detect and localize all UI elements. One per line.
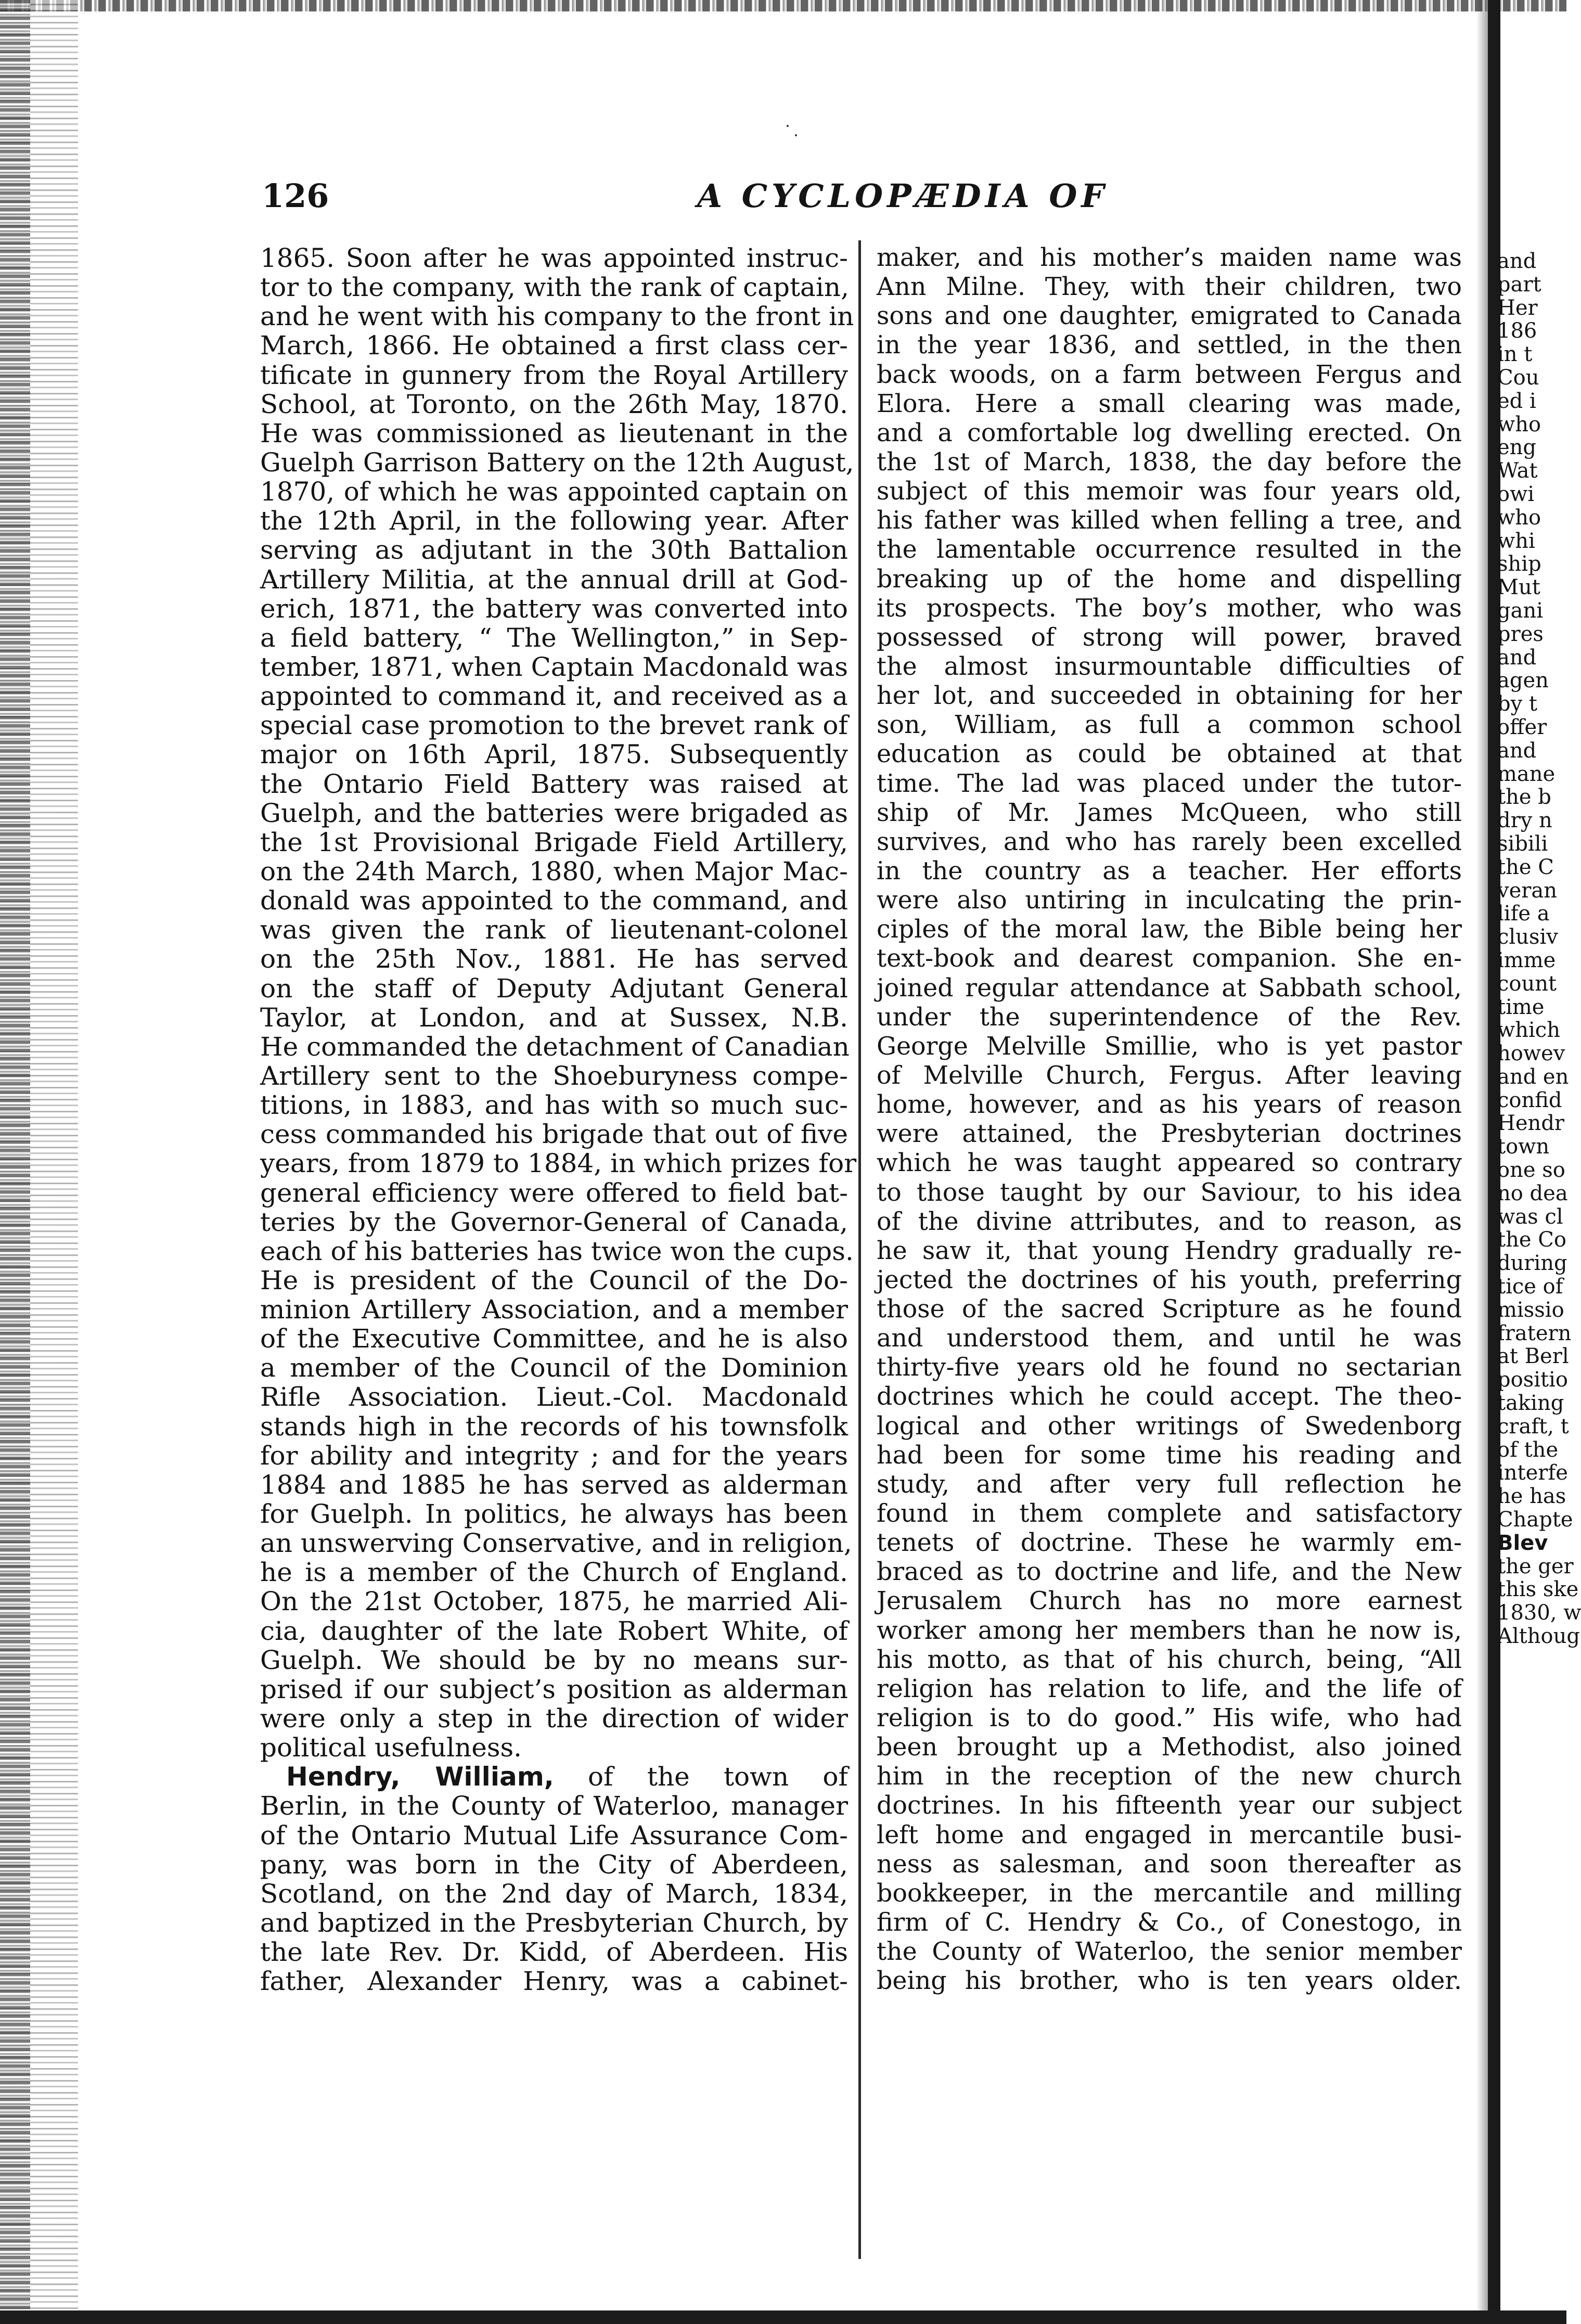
text-fragment: of the [1497, 1437, 1559, 1462]
text-fragment: ed i [1497, 389, 1536, 413]
text-fragment: Wat [1497, 459, 1538, 483]
text-line: cia, daughter of the late Robert White, of [260, 1615, 848, 1646]
text-line: School, at Toronto, on the 26th May, 1870. [260, 389, 848, 419]
text-line: a member of the Council of the Dominion [260, 1353, 848, 1383]
text-fragment: fratern [1497, 1321, 1572, 1345]
text-line: of Melville Church, Fergus. After leaving [877, 1061, 1462, 1090]
text-line: the lamentable occurrence resulted in the [877, 535, 1462, 564]
text-fragment: positio [1497, 1368, 1568, 1392]
text-fragment: 1830, w [1497, 1601, 1581, 1625]
text-line: those of the sacred Scripture as he found [877, 1295, 1462, 1324]
text-line: 1865. Soon after he was appointed instruc- [260, 243, 848, 273]
text-line: the Ontario Field Battery was raised at [260, 768, 848, 799]
text-line: and baptized in the Presbyterian Church, by [260, 1908, 848, 1938]
text-line: back woods, on a farm between Fergus and [877, 360, 1462, 389]
text-line: each of his batteries has twice won the cups. [260, 1236, 854, 1266]
text-line: religion is to do good.” His wife, who had [877, 1704, 1462, 1733]
text-line: He is president of the Council of the Do- [260, 1265, 848, 1295]
text-line: been brought up a Methodist, also joined [877, 1733, 1462, 1762]
text-line: firm of C. Hendry & Co., of Conestogo, in [877, 1908, 1462, 1937]
text-line: erich, 1871, the battery was converted into [260, 593, 848, 624]
text-fragment: mane [1497, 762, 1556, 786]
entry-name: Hendry, William, [286, 1762, 554, 1792]
text-line: the late Rev. Dr. Kidd, of Aberdeen. His [260, 1937, 848, 1968]
text-line: on the staff of Deputy Adjutant General [260, 973, 848, 1004]
text-line: he is a member of the Church of England. [260, 1557, 848, 1588]
text-line: maker, and his mother’s maiden name was [877, 243, 1462, 272]
text-line: thirty-five years old he found no sectarian [877, 1353, 1462, 1382]
text-line: of the divine attributes, and to reason, as [877, 1207, 1462, 1236]
text-line: of the Executive Committee, and he is also [260, 1324, 848, 1354]
text-line: Ann Milne. They, with their children, two [877, 273, 1462, 302]
text-line: Guelph, and the batteries were brigaded as [260, 798, 848, 828]
text-line: and understood them, and until he was [877, 1324, 1462, 1353]
text-fragment: by t [1497, 692, 1537, 716]
text-line: the almost insurmountable difficulties of [877, 652, 1462, 681]
column-rule [858, 240, 861, 2259]
text-line: survives, and who has rarely been excelled [877, 827, 1462, 856]
text-line: teries by the Governor-General of Canada, [260, 1206, 848, 1237]
text-fragment: missio [1497, 1298, 1564, 1322]
text-line: logical and other writings of Swedenborg [877, 1411, 1462, 1441]
text-fragment: gani [1497, 598, 1544, 623]
text-fragment: interfe [1497, 1461, 1568, 1485]
text-line: appointed to command it, and received as a [260, 681, 848, 712]
text-fragment: taking [1497, 1391, 1564, 1416]
text-fragment: the C [1497, 855, 1554, 879]
text-line: 1870, of which he was appointed captain on [260, 477, 848, 507]
text-line: was given the rank of lieutenant-colonel [260, 915, 848, 945]
text-line: tificate in gunnery from the Royal Artillery [260, 359, 848, 390]
text-line: left home and engaged in mercantile busi- [877, 1820, 1462, 1850]
text-line: were attained, the Presbyterian doctrines [877, 1120, 1462, 1149]
text-column-clipped [1497, 249, 1581, 2138]
text-line: son, William, as full a common school [877, 711, 1462, 740]
text-line: George Melville Smillie, who is yet pastor [877, 1032, 1462, 1061]
text-fragment: one so [1497, 1158, 1565, 1183]
text-fragment: craft, t [1497, 1414, 1569, 1439]
text-line: tor to the company, with the rank of captain, [260, 272, 849, 303]
text-fragment: and [1497, 738, 1537, 763]
text-line: him in the reception of the new church [877, 1762, 1462, 1791]
entry-first-line-rest: of the town of [554, 1762, 848, 1792]
text-line: stands high in the records of his townsfolk [260, 1411, 848, 1442]
text-fragment: dry n [1497, 808, 1552, 833]
text-fragment: in t [1497, 342, 1533, 367]
text-fragment: Blev [1497, 1531, 1548, 1555]
text-fragment: sibili [1497, 831, 1548, 856]
text-line: his motto, as that of his church, being, “All [877, 1645, 1462, 1674]
text-line: joined regular attendance at Sabbath school, [877, 973, 1462, 1003]
text-line: on the 25th Nov., 1881. He has served [260, 944, 848, 974]
text-line: political usefulness. [260, 1732, 522, 1763]
text-fragment: who [1497, 505, 1541, 530]
text-line: time. The lad was placed under the tutor- [877, 769, 1462, 798]
text-line: general efficiency were offered to field bat- [260, 1177, 848, 1208]
text-line: special case promotion to the brevet rank of [260, 710, 848, 741]
text-line: education as could be obtained at that [877, 740, 1462, 769]
text-fragment: part [1497, 272, 1541, 297]
text-line: jected the doctrines of his youth, preferring [877, 1265, 1462, 1294]
text-line: breaking up of the home and dispelling [877, 564, 1462, 594]
scan-left-margin-edge [0, 0, 30, 2324]
text-fragment: eng [1497, 435, 1537, 460]
text-line: and he went with his company to the front in [260, 301, 854, 332]
text-line: pany, was born in the City of Aberdeen, [260, 1849, 848, 1880]
text-line: braced as to doctrine and life, and the New [877, 1558, 1462, 1587]
text-line: doctrines which he could accept. The theo- [877, 1382, 1462, 1411]
text-fragment: at Berl [1497, 1344, 1569, 1369]
text-line: of the Ontario Mutual Life Assurance Com- [260, 1820, 848, 1851]
text-fragment: offer [1497, 715, 1547, 739]
text-line: titions, in 1883, and has with so much suc- [260, 1090, 848, 1121]
text-fragment: count [1497, 971, 1557, 996]
page-fold-shadow [1476, 0, 1488, 2324]
text-fragment: which [1497, 1018, 1560, 1043]
text-fragment: veran [1497, 878, 1557, 903]
text-line: Taylor, at London, and at Sussex, N.B. [260, 1002, 848, 1033]
text-fragment: whi [1497, 529, 1535, 553]
text-line: and a comfortable log dwelling erected. On [877, 418, 1462, 447]
text-line: father, Alexander Henry, was a cabinet- [260, 1966, 848, 1997]
text-fragment: Hendr [1497, 1111, 1565, 1136]
text-fragment: was cl [1497, 1204, 1563, 1229]
text-fragment: the Co [1497, 1228, 1566, 1252]
text-line: donald was appointed to the command, and [260, 885, 848, 916]
scan-speck [795, 134, 797, 136]
text-fragment: Cou [1497, 365, 1539, 390]
text-line: Berlin, in the County of Waterloo, manager [260, 1791, 848, 1821]
text-line: serving as adjutant in the 30th Battalion [260, 535, 848, 566]
text-line: the 12th April, in the following year. After [260, 506, 848, 536]
text-line: found in them complete and satisfactory [877, 1499, 1462, 1529]
text-line: He commanded the detachment of Canadian [260, 1031, 850, 1062]
text-fragment: tice of [1497, 1275, 1563, 1299]
text-line: major on 16th April, 1875. Subsequently [260, 739, 848, 770]
text-line: study, and after very full reflection he [877, 1470, 1462, 1499]
running-head: A CYCLOPÆDIA OF [697, 177, 1109, 215]
text-line: in the country as a teacher. Her efforts [877, 856, 1462, 885]
text-line: had been for some time his reading and [877, 1441, 1462, 1470]
scan-speck [787, 125, 789, 127]
text-line: tember, 1871, when Captain Macdonald was [260, 651, 848, 682]
text-line: Elora. Here a small clearing was made, [877, 389, 1462, 418]
text-fragment: time [1497, 995, 1545, 1019]
text-line: he saw it, that young Hendry gradually re- [877, 1236, 1462, 1265]
text-line: He was commissioned as lieutenant in the [260, 418, 848, 448]
text-fragment: and [1497, 645, 1537, 670]
text-line: subject of this memoir was four years old, [877, 477, 1462, 506]
text-fragment: during [1497, 1251, 1567, 1276]
text-line: for ability and integrity ; and for the years [260, 1440, 848, 1471]
text-line: Jerusalem Church has no more earnest [877, 1587, 1462, 1616]
text-line: ciples of the moral law, the Bible being her [877, 915, 1462, 944]
text-line: religion has relation to life, and the life of [877, 1674, 1462, 1703]
text-line: a field battery, “ The Wellington,” in Sep- [260, 622, 848, 653]
text-line: On the 21st October, 1875, he married Ali- [260, 1586, 848, 1617]
text-line: possessed of strong will power, braved [877, 623, 1462, 652]
text-fragment: Chapte [1497, 1508, 1573, 1532]
text-line: being his brother, who is ten years older. [877, 1967, 1462, 1996]
entry-heading-line [260, 1762, 848, 1791]
text-fragment: town [1497, 1135, 1550, 1159]
text-fragment: 186 [1497, 319, 1537, 343]
text-line: the 1st of March, 1838, the day before the [877, 447, 1462, 477]
text-line: on the 24th March, 1880, when Major Mac- [260, 856, 848, 887]
text-line: the 1st Provisional Brigade Field Artillery, [260, 827, 848, 857]
text-line: text-book and dearest companion. She en- [877, 944, 1462, 973]
text-line: were also untiring in inculcating the prin- [877, 886, 1462, 915]
text-fragment: the b [1497, 785, 1551, 810]
text-line: ship of Mr. James McQueen, who still [877, 798, 1462, 827]
text-fragment: the ger [1497, 1554, 1574, 1578]
text-fragment: agen [1497, 669, 1549, 693]
text-line: the County of Waterloo, the senior member [877, 1937, 1462, 1967]
text-fragment: life a [1497, 902, 1550, 926]
text-line: Rifle Association. Lieut.-Col. Macdonald [260, 1382, 848, 1413]
text-line: prised if our subject’s position as alderman [260, 1674, 848, 1704]
text-column-left [260, 243, 857, 1997]
text-line: an unswerving Conservative, and in religion, [260, 1528, 852, 1559]
text-line: which he was taught appeared so contrary [877, 1149, 1462, 1178]
text-line: ness as salesman, and soon thereafter as [877, 1850, 1462, 1879]
text-line: her lot, and succeeded in obtaining for her [877, 682, 1462, 711]
text-fragment: who [1497, 412, 1541, 436]
text-fragment: clusiv [1497, 925, 1558, 949]
text-fragment: Her [1497, 296, 1538, 320]
scan-bottom-edge [0, 2310, 1566, 2324]
text-fragment: no dea [1497, 1181, 1568, 1205]
text-line: Scotland, on the 2nd day of March, 1834, [260, 1878, 848, 1909]
text-line: bookkeeper, in the mercantile and milling [877, 1879, 1462, 1908]
text-line: for Guelph. In politics, he always has been [260, 1499, 848, 1530]
text-line: sons and one daughter, emigrated to Canada [877, 302, 1462, 331]
text-fragment: imme [1497, 948, 1556, 972]
text-line: tenets of doctrine. These he warmly em- [877, 1529, 1462, 1558]
text-line: under the superintendence of the Rev. [877, 1003, 1462, 1032]
text-line: Guelph. We should be by no means sur- [260, 1645, 848, 1675]
text-fragment: Mut [1497, 575, 1540, 600]
text-fragment: pres [1497, 622, 1544, 646]
text-fragment: this ske [1497, 1577, 1579, 1602]
text-line: home, however, and as his years of reason [877, 1090, 1462, 1120]
text-line: were only a step in the direction of wider [260, 1703, 848, 1734]
text-line: Guelph Garrison Battery on the 12th August, [260, 447, 854, 478]
text-fragment: owi [1497, 482, 1535, 506]
text-line: its prospects. The boy’s mother, who was [877, 594, 1462, 623]
text-line: doctrines. In his fifteenth year our subject [877, 1791, 1462, 1820]
text-line: cess commanded his brigade that out of five [260, 1119, 848, 1150]
text-line: March, 1866. He obtained a first class cer- [260, 330, 848, 361]
text-line: in the year 1836, and settled, in the then [877, 331, 1462, 360]
text-line: Artillery Militia, at the annual drill at God- [260, 564, 848, 595]
text-fragment: ship [1497, 552, 1541, 576]
text-fragment: Althoug [1497, 1624, 1580, 1649]
text-line: Artillery sent to the Shoeburyness compe- [260, 1060, 848, 1091]
text-fragment: he has [1497, 1484, 1566, 1509]
text-line: worker among her members than he now is, [877, 1616, 1462, 1645]
text-column-right [877, 243, 1462, 1996]
scan-top-edge [0, 0, 1566, 11]
text-fragment: and [1497, 249, 1537, 273]
text-fragment: confid [1497, 1088, 1562, 1112]
page-number: 126 [262, 177, 329, 215]
text-line: to those taught by our Saviour, to his idea [877, 1178, 1462, 1207]
text-fragment: howev [1497, 1042, 1565, 1066]
text-line: minion Artillery Association, and a member [260, 1294, 848, 1325]
text-line: 1884 and 1885 he has served as alderman [260, 1469, 848, 1500]
text-fragment: and en [1497, 1064, 1569, 1089]
text-line: his father was killed when felling a tree, and [877, 506, 1462, 535]
text-line: years, from 1879 to 1884, in which prizes for [260, 1148, 857, 1179]
